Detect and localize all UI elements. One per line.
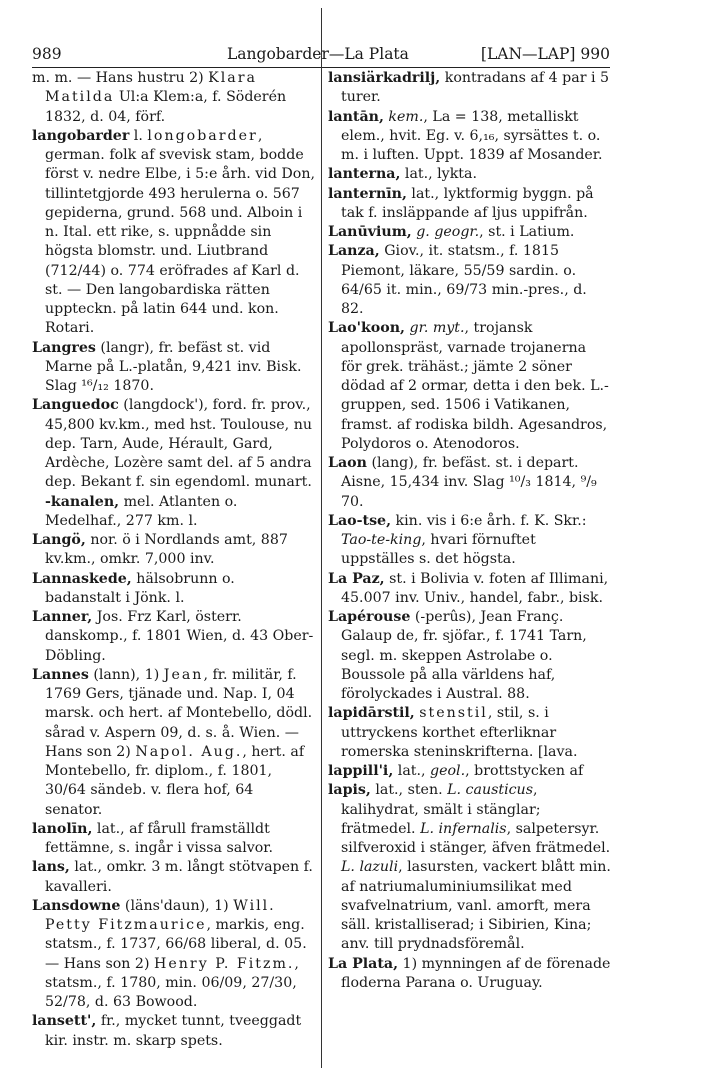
entry-text: , st. i Latium. — [479, 224, 575, 240]
dictionary-entry — [32, 897, 315, 1013]
entry-text: Jean — [163, 666, 204, 683]
entry-text: Will. Petty Fitzmaurice — [45, 897, 276, 933]
entry-text: , kalihydrat, smält i stänglar; frätmedel. — [341, 782, 541, 837]
entry-text: geol. — [430, 763, 466, 779]
headword: langobarder — [32, 127, 130, 144]
dictionary-entry — [32, 396, 315, 531]
entry-text: Tao-te-king — [341, 532, 422, 548]
dictionary-entry — [328, 185, 611, 224]
dictionary-entry — [328, 108, 611, 166]
entry-text: lat., lykta. — [400, 166, 477, 183]
headword: Languedoc — [32, 397, 119, 414]
entry-text: , german. folk af svevisk stam, bodde först v. nedre Elbe, i 5:e årh. vid Don, tillintetgjorde 493 herulerna o. 567 gepiderna, grund. 568 und. Alboin i n. Ital. ett rike, s. uppnådde sin högsta blomstr. und. Liutbrand (712/44) o. 774 eröfrades af Karl d. st. — Den langobardiska rätten uppteckn. på latin 644 und. kon. Rotari. — [45, 127, 315, 337]
entry-text: , hvari förnuftet uppställes s. det högsta. — [341, 532, 536, 568]
headword: Lanza, — [328, 243, 380, 260]
dictionary-entry — [32, 69, 315, 127]
right-column — [328, 69, 611, 993]
entry-text: , stil, s. i uttryckens korthet efterliknar romerska steninskrifterna. [lava. — [341, 705, 578, 760]
entry-text: m. m. — Hans hustru 2) — [32, 70, 209, 86]
headword: lans, — [32, 859, 70, 876]
dictionary-entry — [328, 242, 611, 319]
headword: Langö, — [32, 532, 86, 548]
dictionary-entry — [328, 319, 611, 454]
headword: lapidārstil, — [328, 705, 415, 722]
running-title: Langobarder—La Plata — [227, 45, 409, 63]
dictionary-entry — [328, 69, 611, 108]
entry-text: , lasursten, vackert blått min. af natriumaluminiumsilikat med svafvelnatrium, vanl. amorft, mera säll. kristalliserad; i Sibirien, Kina; anv. till prydnadsföremål. — [341, 859, 611, 953]
entry-text: , brottstycken af — [465, 763, 584, 779]
dictionary-entry — [32, 127, 315, 339]
entry-text: , fr. militär, f. 1769 Gers, tjänade und. Nap. I, 04 marsk. och hert. af Montebello, dödl. sårad v. Aspern 09, d. s. å. Wien. — Hans son 2) — [45, 666, 313, 760]
entry-text: (langr), fr. befäst st. vid Marne på L.-platån, 9,421 inv. Bisk. Slag ¹⁶/₁₂ 1870. — [45, 339, 302, 394]
headword: Lapérouse — [328, 609, 411, 625]
headword: La Paz, — [328, 570, 385, 587]
entry-text: kin. vis i 6:e årh. f. K. Skr.: — [391, 512, 587, 529]
page-number-left: 989 — [32, 45, 62, 63]
entry-text: stenstil — [419, 705, 488, 722]
entry-text: kontradans af 4 par i 5 turer. — [341, 70, 610, 106]
entry-text: longobarder — [147, 127, 258, 144]
entry-text: (läns'daun), 1) — [120, 897, 234, 914]
entry-text: Giov., it. statsm., f. 1815 Piemont, läkare, 55/59 sardin. o. 64/65 it. min., 69/73 min.-pres., d. 82. — [341, 243, 587, 317]
dictionary-entry — [32, 531, 315, 570]
headword: Lannes — [32, 666, 89, 683]
entry-text: l. — [129, 127, 148, 144]
headword: lansiärkadrilj, — [328, 70, 441, 86]
dictionary-entry — [328, 781, 611, 954]
entry-text: , statsm., f. 1780, min. 06/09, 27/30, 52/78, d. 63 Bowood. — [45, 955, 299, 1010]
entry-text: (lang), fr. befäst. st. i depart. Aisne, 15,434 inv. Slag ¹⁰/₃ 1814, ⁹/₉ 70. — [341, 455, 597, 510]
dictionary-entry — [328, 223, 611, 242]
entry-text: lat., sten. — [370, 782, 448, 799]
entry-text: hälsobrunn o. badanstalt i Jönk. l. — [45, 570, 235, 606]
entry-text: Jos. Frz Karl, österr. danskomp., f. 1801 Wien, d. 43 Ober-Döbling. — [45, 609, 314, 664]
entry-text: lat., omkr. 3 m. långt stötvapen f. kavalleri. — [45, 859, 313, 895]
headword: lansett', — [32, 1013, 97, 1030]
dictionary-entry — [328, 165, 611, 184]
dictionary-entry — [328, 955, 611, 994]
entry-text: gr. myt. — [409, 320, 465, 337]
dictionary-entry — [32, 666, 315, 820]
dictionary-entry — [328, 704, 611, 762]
headword: Lansdowne — [32, 897, 121, 914]
entry-text: fr., mycket tunnt, tveeggadt kir. instr. m. skarp spets. — [45, 1013, 302, 1049]
dictionary-entry — [32, 820, 315, 859]
entry-text: nor. ö i Nordlands amt, 887 kv.km., omkr. 7,000 inv. — [45, 532, 288, 568]
entry-text: -kanalen, — [45, 493, 120, 510]
entry-text: Klara Matilda — [45, 70, 258, 106]
entry-text: Henry P. Fitzm. — [154, 955, 295, 972]
entry-text: , La = 138, metalliskt elem., hvit. Eg. v. 6,₁₆, syrsättes t. o. m. i luften. Uppt. 1839 af Mosander. — [341, 108, 603, 163]
dictionary-entry — [32, 570, 315, 609]
dictionary-entry — [328, 454, 611, 512]
headword: Lao-tse, — [328, 512, 392, 529]
entry-text: (langdock'), ford. fr. prov., 45,800 kv.km., med hst. Toulouse, nu dep. Tarn, Aude, Hérault, Gard, Ardèche, Lozère samt del. af 5 andra dep. Bekant f. sin egendoml. munart. — [45, 397, 312, 491]
headword: Lanner, — [32, 609, 93, 625]
headword: lanterna, — [328, 166, 401, 183]
entry-text: lat., — [393, 763, 431, 779]
entry-text: , hert. af Montebello, fr. diplom., f. 1801, 30/64 sändeb. v. flera hof, 64 senator. — [45, 743, 305, 818]
entry-text: lat., lyktformig byggn. på tak f. insläppande af ljus uppifrån. — [341, 185, 594, 221]
entry-text: L. infernalis — [420, 820, 507, 837]
left-column — [32, 69, 315, 1051]
entry-text: (lann), 1) — [88, 666, 164, 683]
entry-text: L. causticus — [447, 782, 533, 799]
column-divider — [321, 8, 322, 1068]
entry-text: , salpetersyr. silfveroxid i stänger, äfven frätmedel. — [341, 820, 611, 856]
dictionary-entry — [328, 570, 611, 609]
entry-text: lat., af fårull framställdt fettämne, s. ingår i vissa salvor. — [45, 820, 274, 856]
headword: lantān, — [328, 108, 384, 125]
dictionary-entry — [328, 762, 611, 781]
entry-text: , trojansk apollonspräst, varnade trojanerna för grek. trähäst.; jämte 2 söner dödad af 2 ormar, detta i den bek. L.-gruppen, sed. 1506 i Vatikanen, framst. af rodiska bildh. Agesandros, Polydoros o. Atenodoros. — [341, 320, 609, 452]
entry-text: mel. Atlanten o. Medelhaf., 277 km. l. — [45, 493, 238, 529]
dictionary-entry — [32, 608, 315, 666]
headword: Lanūvium, — [328, 224, 412, 240]
entry-text: 1) mynningen af de förenade floderna Parana o. Uruguay. — [341, 955, 611, 991]
dictionary-entry — [32, 1012, 315, 1051]
entry-text: g. geogr. — [416, 224, 480, 240]
headword: lanternīn, — [328, 185, 407, 202]
headword: Lannaskede, — [32, 570, 132, 587]
dictionary-entry — [328, 512, 611, 570]
entry-text: , markis, eng. statsm., f. 1737, 66/68 liberal, d. 05. — Hans son 2) — [45, 917, 307, 972]
dictionary-entry — [32, 339, 315, 397]
entry-text: kem. — [388, 108, 424, 125]
entry-text: Ul:a Klem:a, f. Söderén 1832, d. 04, förf. — [45, 89, 287, 125]
headword: lanolīn, — [32, 820, 93, 837]
headword: lappill'i, — [328, 763, 394, 779]
entry-text: L. lazuli — [341, 859, 399, 876]
page-range-right: [LAN—LAP] 990 — [480, 45, 610, 63]
dictionary-entry — [32, 858, 315, 897]
headword: Langres — [32, 339, 96, 356]
headword: Laon — [328, 455, 367, 471]
entry-text: Napol. Aug. — [135, 743, 243, 760]
headword: Lao'koon, — [328, 320, 405, 337]
entry-text: (-perûs), Jean Franç. Galaup de, fr. sjöfar., f. 1741 Tarn, segl. m. skeppen Astrolabe o. Boussole på alla världens haf, förolyckades i Austral. 88. — [341, 609, 587, 702]
headword: lapis, — [328, 782, 371, 799]
entry-text: st. i Bolivia v. foten af Illimani, 45.007 inv. Univ., handel, fabr., bisk. — [341, 570, 609, 606]
headword: La Plata, — [328, 955, 399, 972]
dictionary-entry — [328, 608, 611, 704]
